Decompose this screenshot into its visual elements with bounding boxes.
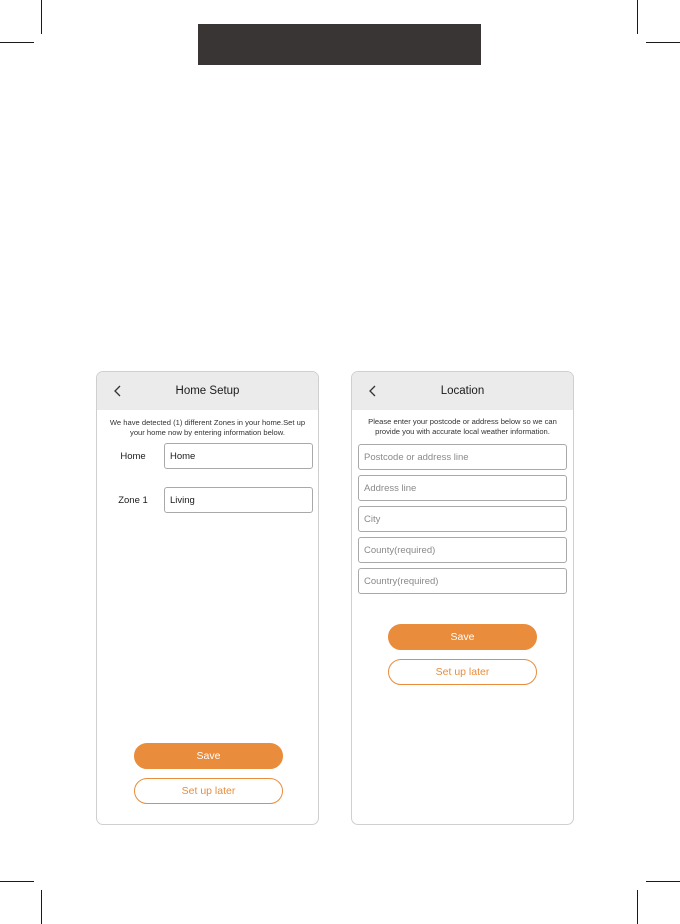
save-button[interactable]: Save xyxy=(134,743,283,769)
crop-mark xyxy=(0,42,34,43)
set-up-later-button[interactable]: Set up later xyxy=(388,659,537,685)
country-input[interactable] xyxy=(358,568,567,594)
nav-bar xyxy=(352,372,573,410)
crop-mark xyxy=(646,881,680,882)
page-title: Home Setup xyxy=(175,385,240,397)
intro-text: Please enter your postcode or address below so we can provide you with accurate local weather information. xyxy=(368,417,557,436)
header-banner xyxy=(198,24,481,65)
postcode-input[interactable] xyxy=(358,444,567,470)
crop-mark xyxy=(41,0,42,34)
zone-1-label: Zone 1 xyxy=(118,495,148,506)
home-label: Home xyxy=(120,451,146,462)
location-screen xyxy=(351,371,574,825)
crop-mark xyxy=(637,0,638,34)
set-up-later-button[interactable]: Set up later xyxy=(134,778,283,804)
crop-mark xyxy=(637,890,638,924)
county-input[interactable] xyxy=(358,537,567,563)
address-line-input[interactable] xyxy=(358,475,567,501)
crop-mark xyxy=(646,42,680,43)
crop-mark xyxy=(41,890,42,924)
nav-bar xyxy=(97,372,318,410)
chevron-left-icon[interactable] xyxy=(111,384,125,398)
zone-1-input[interactable] xyxy=(164,487,313,513)
crop-mark xyxy=(0,881,34,882)
save-button[interactable]: Save xyxy=(388,624,537,650)
page-title: Location xyxy=(440,385,485,397)
home-setup-screen xyxy=(96,371,319,825)
home-name-input[interactable] xyxy=(164,443,313,469)
chevron-left-icon[interactable] xyxy=(366,384,380,398)
city-input[interactable] xyxy=(358,506,567,532)
intro-text: We have detected (1) different Zones in your home.Set up your home now by entering information below. xyxy=(109,418,306,437)
